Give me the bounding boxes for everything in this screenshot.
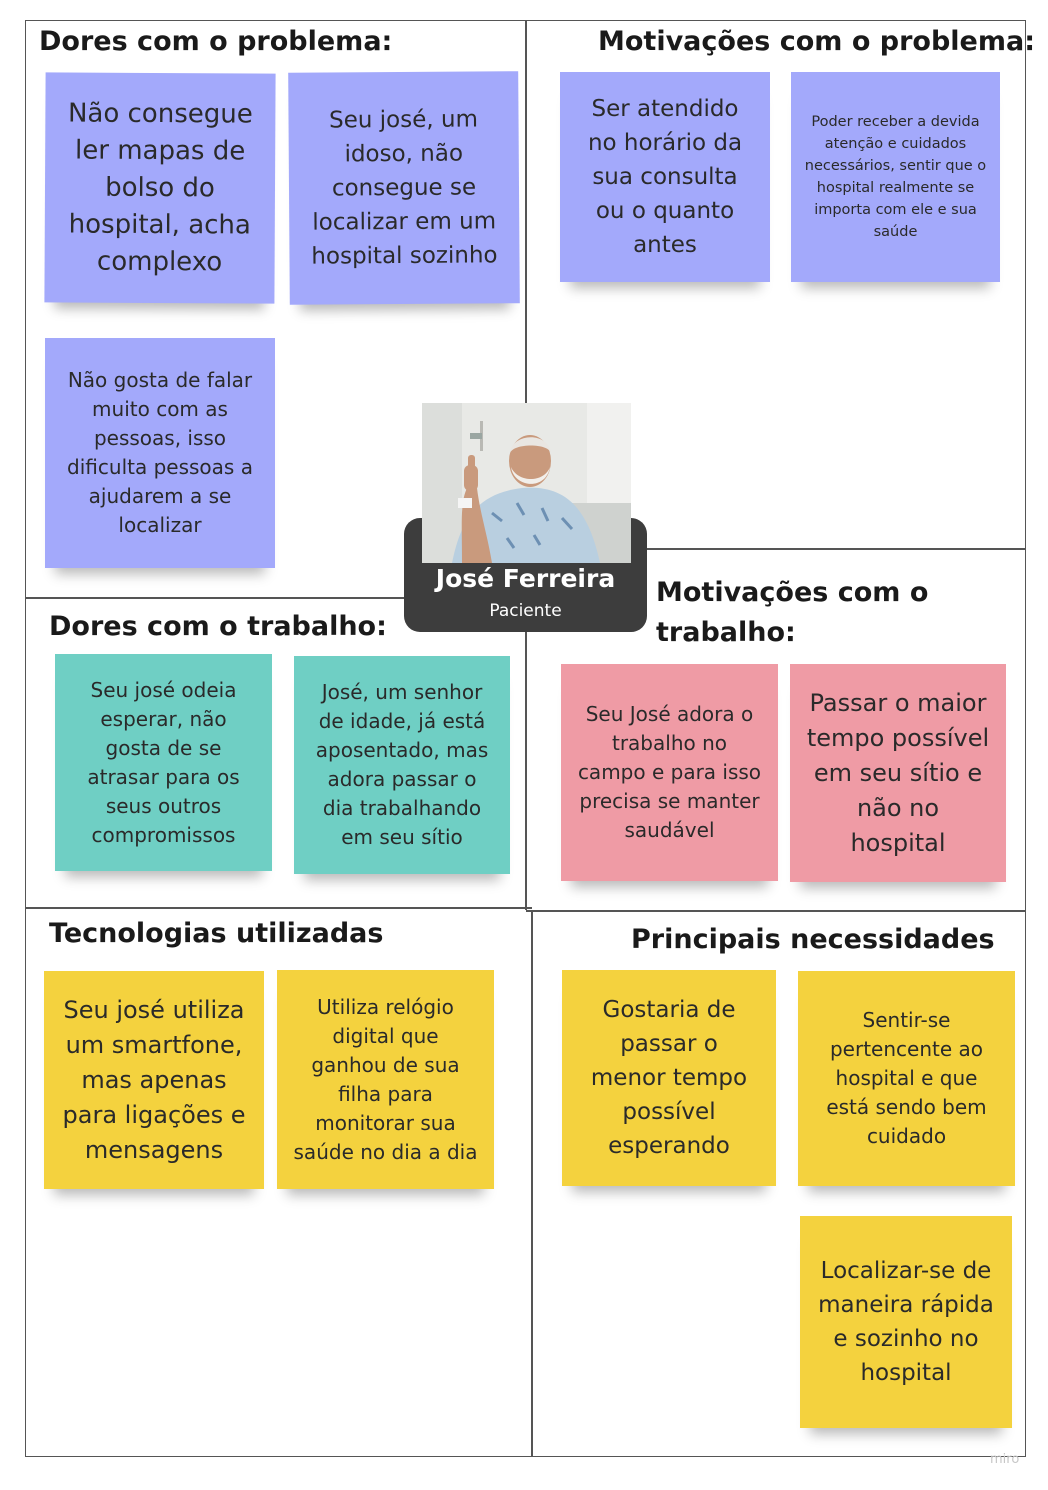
section-title-dores-trabalho: Dores com o trabalho: [49, 611, 387, 642]
sticky-note-text: Sentir-se pertencente ao hospital e que está sendo bem cuidado [826, 1008, 987, 1148]
sticky-note[interactable] [798, 971, 1015, 1186]
section-title-tecnologias: Tecnologias utilizadas [49, 918, 384, 949]
sticky-note-text: Gostaria de passar o menor tempo possível esperando [590, 997, 748, 1159]
sticky-note[interactable] [561, 664, 778, 881]
sticky-note[interactable] [562, 970, 776, 1186]
sticky-note-text: Localizar-se de maneira rápida e sozinho no hospital [818, 1258, 994, 1386]
section-title-necessidades: Principais necessidades [631, 924, 995, 955]
sticky-note[interactable] [55, 654, 272, 871]
sticky-note-text: Não consegue ler mapas de bolso do hospital, acha complexo [67, 98, 253, 277]
sticky-note-text: Seu josé utiliza um smartfone, mas apenas para ligações e mensagens [62, 995, 246, 1164]
section-title-dores-problema: Dores com o problema: [39, 26, 393, 57]
sticky-note-text: Seu José adora o trabalho no campo e para isso precisa se manter saudável [577, 702, 762, 842]
sticky-note[interactable] [800, 1216, 1012, 1428]
sticky-note-text: Passar o maior tempo possível em seu sítio e não no hospital [806, 688, 990, 857]
miro-watermark: miro [990, 1452, 1020, 1467]
sticky-note-text: Poder receber a devida atenção e cuidados necessários, sentir que o hospital realmente se importa com ele e sua saúde [804, 114, 987, 240]
sticky-note[interactable] [791, 72, 1000, 282]
patient-portrait-icon [422, 403, 631, 563]
sticky-note-text: Seu josé, um idoso, não consegue se localizar em um hospital sozinho [311, 106, 498, 270]
sticky-note-text: Utiliza relógio digital que ganhou de sua filha para monitorar sua saúde no dia a dia [293, 994, 478, 1164]
section-title-motivacoes-problema: Motivações com o problema: [598, 26, 1036, 57]
sticky-note-text: José, um senhor de idade, já está aposentado, mas adora passar o dia trabalhando em seu sítio [315, 680, 489, 849]
sticky-note[interactable] [294, 656, 510, 874]
sticky-note-text: Seu josé odeia esperar, não gosta de se atrasar para os seus outros compromissos [87, 677, 240, 847]
sticky-note-text: Ser atendido no horário da sua consulta ou o quanto antes [587, 96, 743, 258]
sticky-note[interactable] [277, 970, 494, 1189]
sticky-note[interactable] [288, 71, 520, 305]
sticky-note[interactable] [790, 664, 1006, 882]
sticky-note[interactable] [44, 72, 275, 303]
persona-photo [422, 403, 631, 563]
persona-name: José Ferreira [435, 564, 616, 593]
sticky-note-text: Não gosta de falar muito com as pessoas, isso dificulta pessoas a ajudarem a se localizar [67, 368, 253, 537]
sticky-note[interactable] [44, 971, 264, 1189]
section-title-motivacoes-trabalho: Motivações com o trabalho: [656, 577, 929, 648]
horizontal-divider-left-2 [25, 907, 532, 909]
vertical-divider-bottom [531, 910, 533, 1457]
sticky-note[interactable] [560, 72, 770, 282]
persona-role: Paciente [489, 601, 562, 621]
horizontal-divider-right-2 [526, 910, 1026, 912]
sticky-note[interactable] [45, 338, 275, 568]
